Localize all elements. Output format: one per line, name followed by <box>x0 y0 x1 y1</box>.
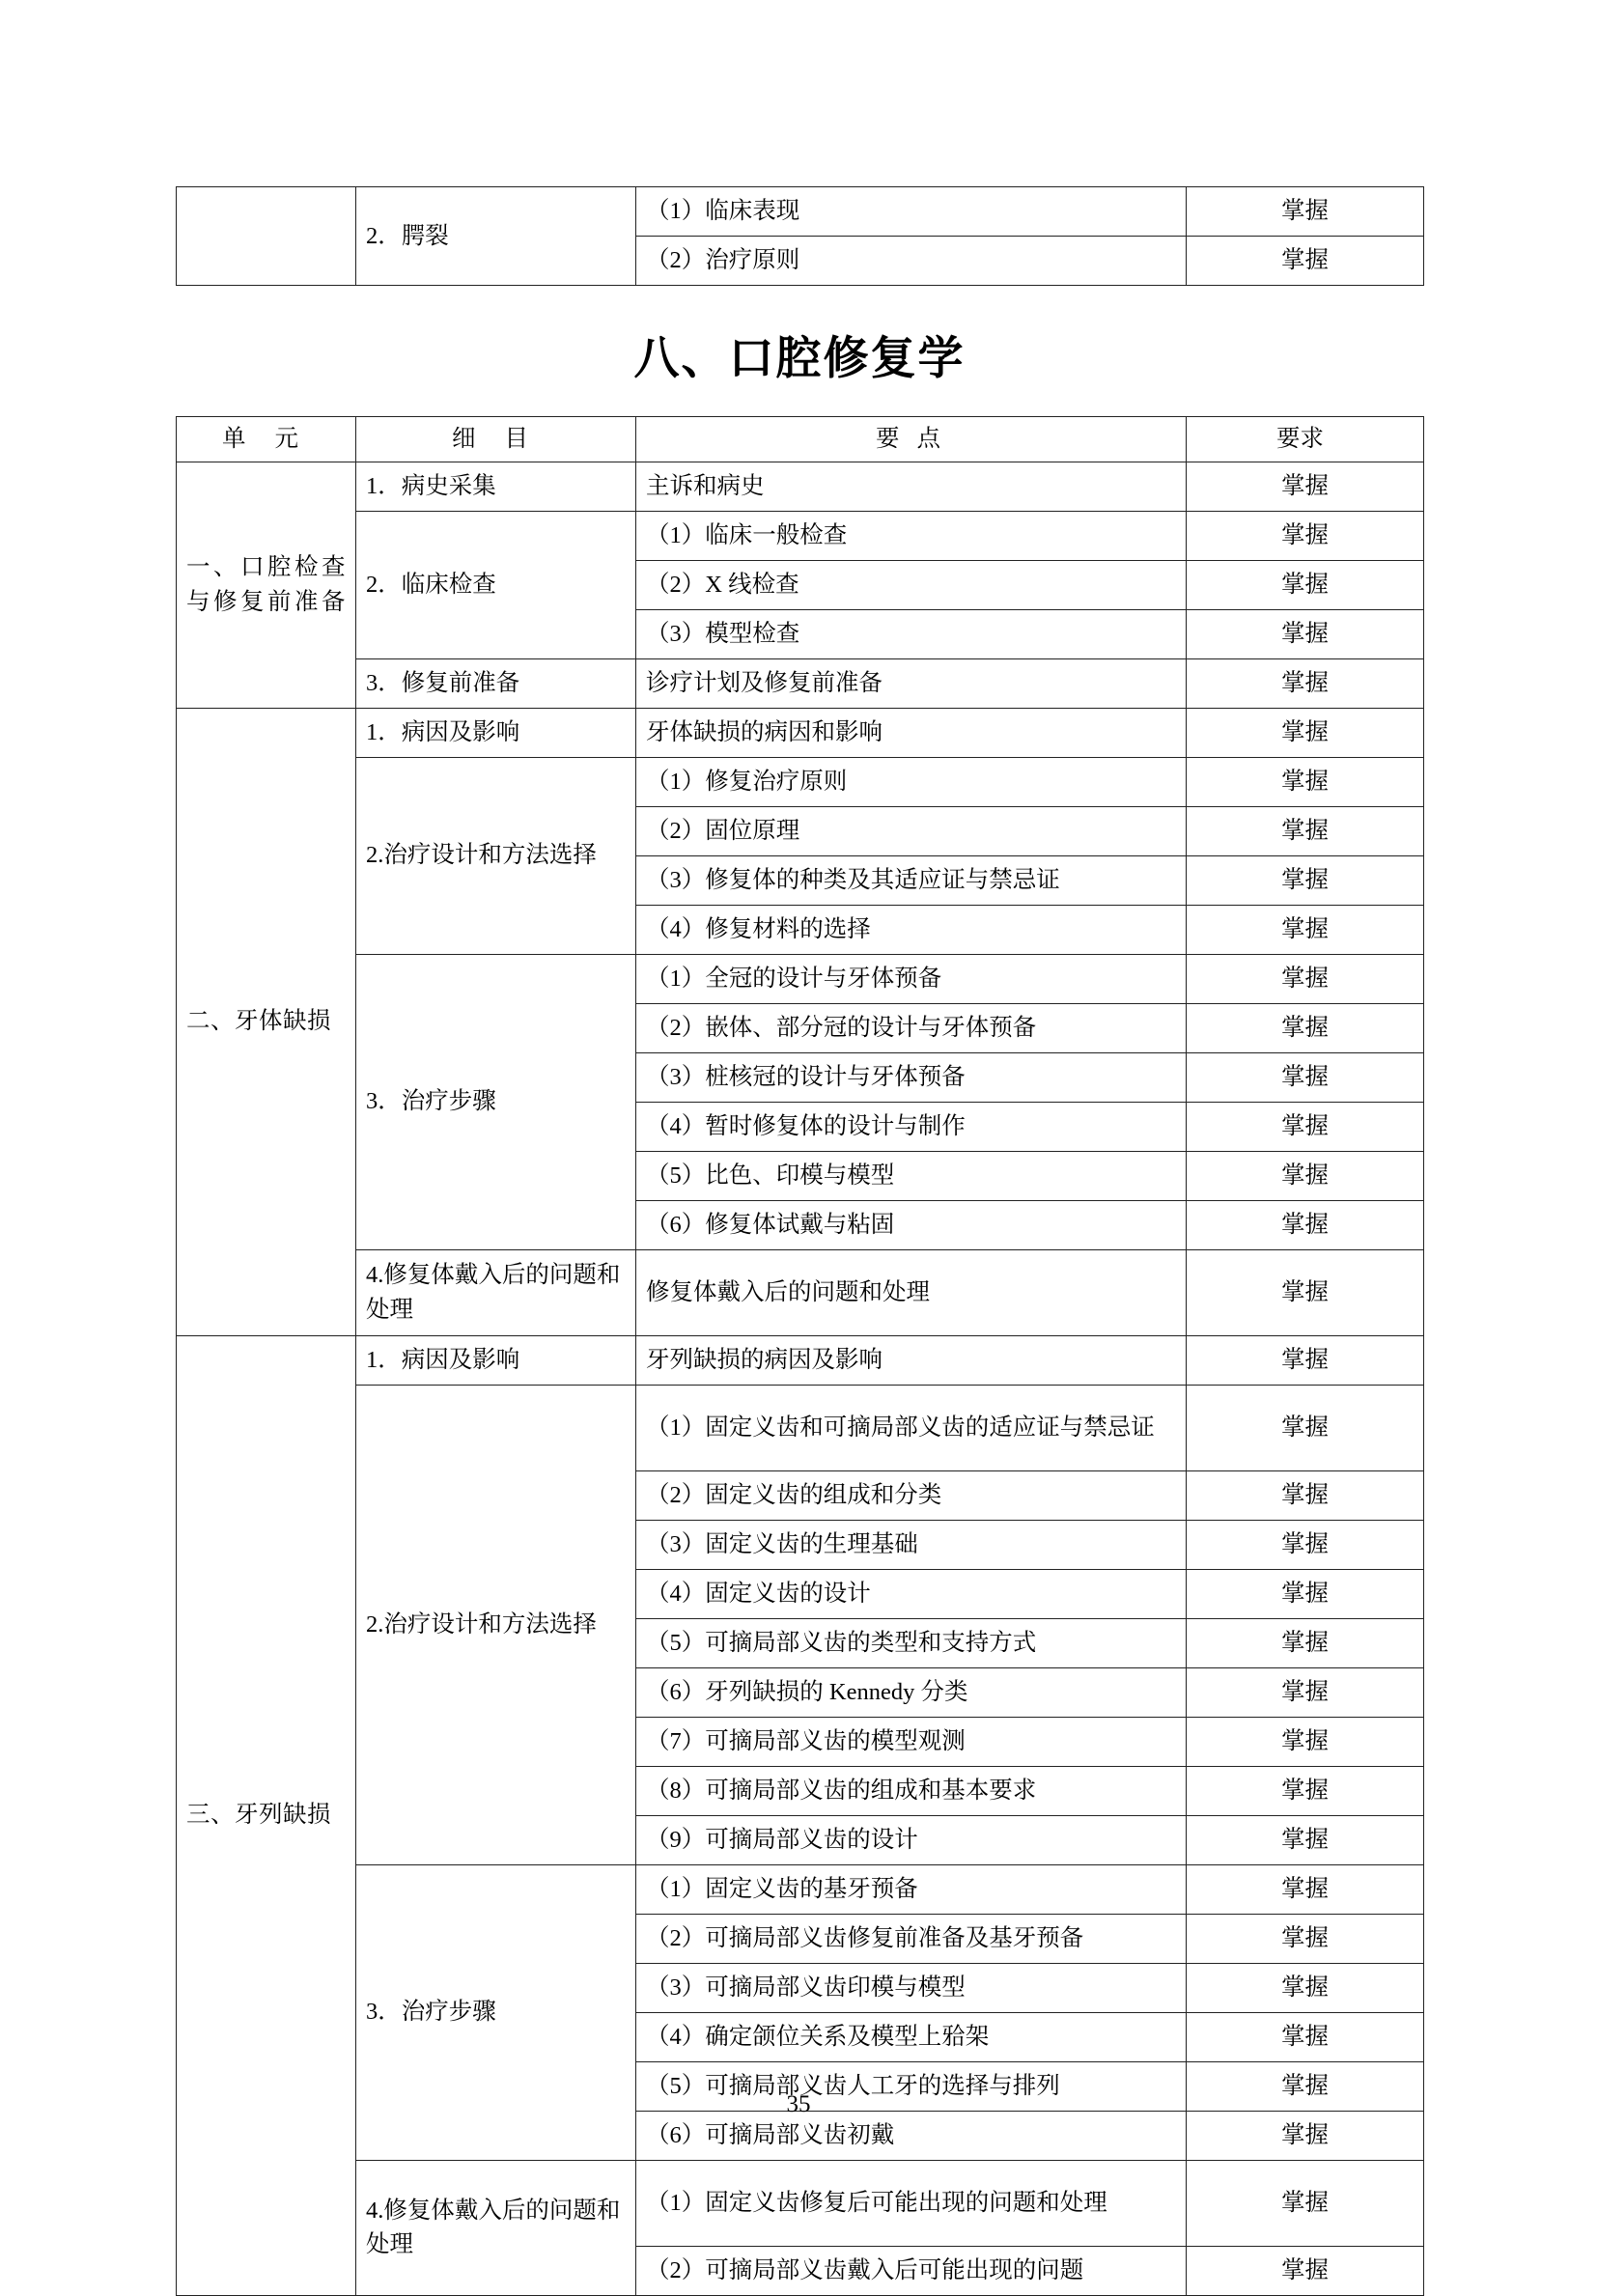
point-cell: （4）暂时修复体的设计与制作 <box>636 1102 1187 1151</box>
point-cell: （1）固定义齿和可摘局部义齿的适应证与禁忌证 <box>636 1385 1187 1470</box>
point-cell: 诊疗计划及修复前准备 <box>636 658 1187 708</box>
point-cell: （2）可摘局部义齿戴入后可能出现的问题 <box>636 2246 1187 2295</box>
requirement-cell: 掌握 <box>1187 2061 1424 2111</box>
point-cell: （6）可摘局部义齿初戴 <box>636 2111 1187 2160</box>
requirement-cell: 掌握 <box>1187 187 1424 237</box>
point-cell: （7）可摘局部义齿的模型观测 <box>636 1717 1187 1766</box>
point-cell: （3）桩核冠的设计与牙体预备 <box>636 1052 1187 1102</box>
point-cell: （4）修复材料的选择 <box>636 905 1187 954</box>
table-row <box>177 757 1424 806</box>
point-cell: （5）可摘局部义齿人工牙的选择与排列 <box>636 2061 1187 2111</box>
point-cell: （2）固定义齿的组成和分类 <box>636 1470 1187 1520</box>
requirement-cell: 掌握 <box>1187 708 1424 757</box>
point-cell: （1）全冠的设计与牙体预备 <box>636 954 1187 1003</box>
requirement-cell: 掌握 <box>1187 560 1424 609</box>
requirement-cell: 掌握 <box>1187 2160 1424 2246</box>
point-cell: 牙体缺损的病因和影响 <box>636 708 1187 757</box>
table-row <box>177 658 1424 708</box>
detail-cell: 3．修复前准备 <box>356 658 636 708</box>
requirement-cell: 掌握 <box>1187 658 1424 708</box>
requirement-cell: 掌握 <box>1187 1914 1424 1963</box>
point-cell: 主诉和病史 <box>636 462 1187 511</box>
unit-cell: 三、牙列缺损 <box>177 1335 356 2295</box>
unit-group-3 <box>177 1335 1424 2295</box>
table-row <box>177 1249 1424 1335</box>
requirement-cell: 掌握 <box>1187 1667 1424 1717</box>
point-cell: （4）确定颌位关系及模型上𬌗架 <box>636 2012 1187 2061</box>
table-row <box>177 954 1424 1003</box>
requirement-cell: 掌握 <box>1187 2246 1424 2295</box>
requirement-cell: 掌握 <box>1187 237 1424 286</box>
point-cell: （3）固定义齿的生理基础 <box>636 1520 1187 1569</box>
point-cell: 修复体戴入后的问题和处理 <box>636 1249 1187 1335</box>
point-cell: （2）嵌体、部分冠的设计与牙体预备 <box>636 1003 1187 1052</box>
requirement-cell: 掌握 <box>1187 1569 1424 1618</box>
requirement-cell: 掌握 <box>1187 757 1424 806</box>
requirement-cell: 掌握 <box>1187 462 1424 511</box>
detail-cell: 2．腭裂 <box>356 187 636 286</box>
point-cell: （6）牙列缺损的 Kennedy 分类 <box>636 1667 1187 1717</box>
column-header-requirement: 要求 <box>1187 417 1424 462</box>
point-cell: 牙列缺损的病因及影响 <box>636 1335 1187 1385</box>
requirement-cell: 掌握 <box>1187 1618 1424 1667</box>
table-row <box>177 708 1424 757</box>
detail-cell: 1．病史采集 <box>356 462 636 511</box>
heading-bottom-spacer <box>176 387 1423 416</box>
requirement-cell: 掌握 <box>1187 2012 1424 2061</box>
requirement-cell: 掌握 <box>1187 1151 1424 1200</box>
point-cell: （2）X 线检查 <box>636 560 1187 609</box>
requirement-cell: 掌握 <box>1187 1815 1424 1864</box>
syllabus-table <box>176 416 1424 2296</box>
point-cell: （8）可摘局部义齿的组成和基本要求 <box>636 1766 1187 1815</box>
point-cell: （3）模型检查 <box>636 609 1187 658</box>
unit-cell <box>177 187 356 286</box>
requirement-cell: 掌握 <box>1187 1003 1424 1052</box>
requirement-cell: 掌握 <box>1187 855 1424 905</box>
top-margin-spacer <box>176 0 1423 186</box>
requirement-cell: 掌握 <box>1187 1385 1424 1470</box>
detail-cell: 3．治疗步骤 <box>356 954 636 1249</box>
detail-cell: 2.治疗设计和方法选择 <box>356 1385 636 1864</box>
requirement-cell: 掌握 <box>1187 1102 1424 1151</box>
column-header-unit: 单 元 <box>177 417 356 462</box>
detail-cell: 2.治疗设计和方法选择 <box>356 757 636 954</box>
unit-cell: 二、牙体缺损 <box>177 708 356 1335</box>
detail-cell: 3．治疗步骤 <box>356 1864 636 2160</box>
requirement-cell: 掌握 <box>1187 1470 1424 1520</box>
table-row <box>177 1385 1424 1470</box>
requirement-cell: 掌握 <box>1187 1200 1424 1249</box>
table-row <box>177 187 1424 237</box>
point-cell: （3）修复体的种类及其适应证与禁忌证 <box>636 855 1187 905</box>
point-cell: （1）临床一般检查 <box>636 511 1187 560</box>
requirement-cell: 掌握 <box>1187 806 1424 855</box>
requirement-cell: 掌握 <box>1187 1052 1424 1102</box>
point-cell: （5）比色、印模与模型 <box>636 1151 1187 1200</box>
point-cell: （2）固位原理 <box>636 806 1187 855</box>
requirement-cell: 掌握 <box>1187 1864 1424 1914</box>
unit-group-2 <box>177 708 1424 1335</box>
table-row <box>177 2160 1424 2246</box>
point-cell: （1）修复治疗原则 <box>636 757 1187 806</box>
requirement-cell: 掌握 <box>1187 511 1424 560</box>
requirement-cell: 掌握 <box>1187 1520 1424 1569</box>
point-cell: （6）修复体试戴与粘固 <box>636 1200 1187 1249</box>
detail-cell: 4.修复体戴入后的问题和处理 <box>356 1249 636 1335</box>
point-cell: （4）固定义齿的设计 <box>636 1569 1187 1618</box>
point-cell: （1）固定义齿的基牙预备 <box>636 1864 1187 1914</box>
detail-cell: 4.修复体戴入后的问题和处理 <box>356 2160 636 2295</box>
point-cell: （9）可摘局部义齿的设计 <box>636 1815 1187 1864</box>
requirement-cell: 掌握 <box>1187 1335 1424 1385</box>
requirement-cell: 掌握 <box>1187 1963 1424 2012</box>
detail-cell: 2．临床检查 <box>356 511 636 658</box>
unit-group-1 <box>177 462 1424 708</box>
heading-top-spacer <box>176 286 1423 322</box>
requirement-cell: 掌握 <box>1187 609 1424 658</box>
column-header-detail: 细 目 <box>356 417 636 462</box>
requirement-cell: 掌握 <box>1187 1766 1424 1815</box>
point-cell: （3）可摘局部义齿印模与模型 <box>636 1963 1187 2012</box>
requirement-cell: 掌握 <box>1187 954 1424 1003</box>
table-row <box>177 1335 1424 1385</box>
table-row <box>177 1864 1424 1914</box>
point-cell: （2）治疗原则 <box>636 237 1187 286</box>
detail-cell: 1．病因及影响 <box>356 708 636 757</box>
page-number: 35 <box>786 2091 811 2117</box>
point-cell: （2）可摘局部义齿修复前准备及基牙预备 <box>636 1914 1187 1963</box>
column-header-point: 要 点 <box>636 417 1187 462</box>
page-title: 八、口腔修复学 <box>633 332 966 385</box>
requirement-cell: 掌握 <box>1187 905 1424 954</box>
point-cell: （5）可摘局部义齿的类型和支持方式 <box>636 1618 1187 1667</box>
point-cell: （1）临床表现 <box>636 187 1187 237</box>
requirement-cell: 掌握 <box>1187 1249 1424 1335</box>
requirement-cell: 掌握 <box>1187 2111 1424 2160</box>
point-cell: （1）固定义齿修复后可能出现的问题和处理 <box>636 2160 1187 2246</box>
page-content <box>176 0 1423 2296</box>
requirement-cell: 掌握 <box>1187 1717 1424 1766</box>
detail-cell: 1．病因及影响 <box>356 1335 636 1385</box>
table-row <box>177 462 1424 511</box>
table-row <box>177 511 1424 560</box>
table-header-row <box>177 417 1424 462</box>
continued-table <box>176 186 1424 286</box>
unit-cell: 一、口腔检查与修复前准备 <box>177 462 356 708</box>
